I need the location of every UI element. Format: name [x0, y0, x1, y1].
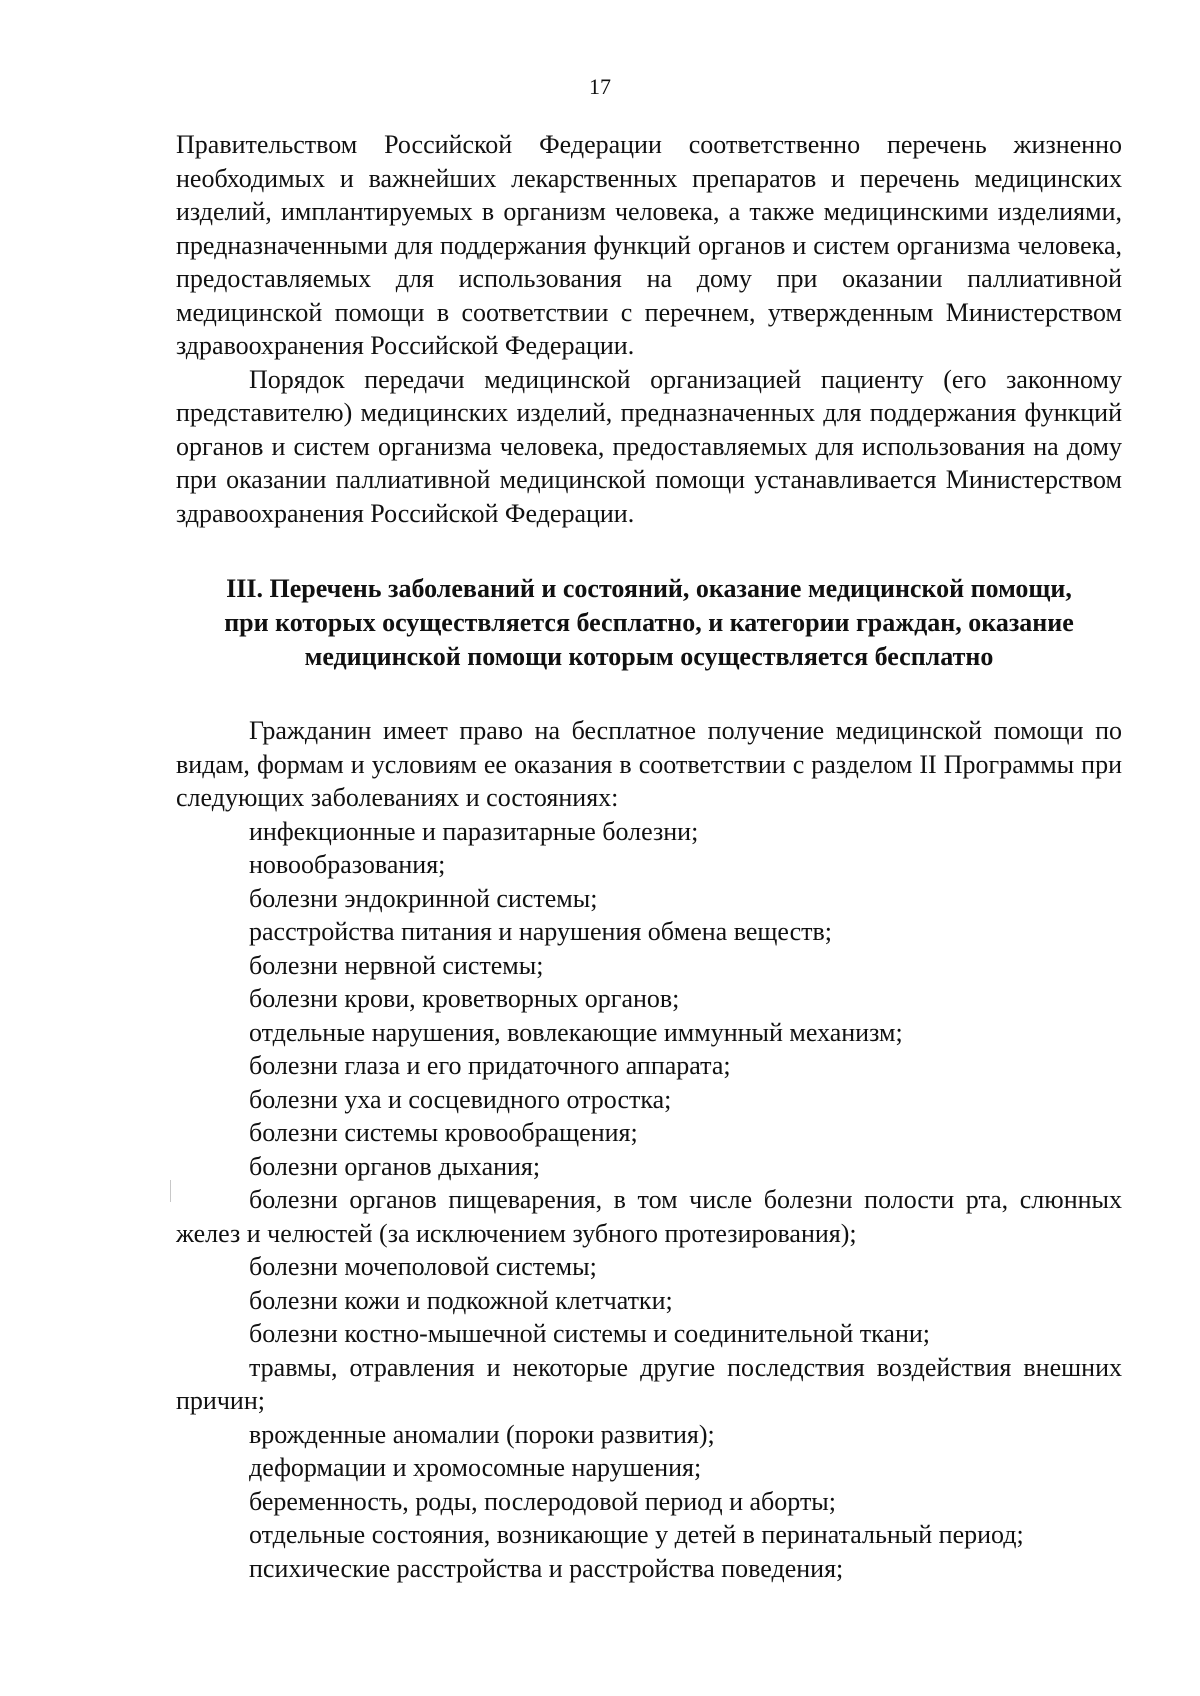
list-item: психические расстройства и расстройства поведения; — [249, 1553, 844, 1583]
list-item: болезни системы кровообращения; — [249, 1118, 638, 1147]
list-item: беременность, роды, послеродовой период и аборты; — [249, 1486, 836, 1516]
list-item: болезни кожи и подкожной клетчатки; — [249, 1285, 673, 1315]
list-item: болезни мочеполовой системы; — [249, 1252, 597, 1281]
list-item: болезни крови, кроветворных органов; — [249, 984, 680, 1013]
list-item: отдельные состояния, возникающие у детей в перинатальный период; — [249, 1520, 1024, 1549]
list-item: болезни органов дыхания; — [249, 1151, 541, 1181]
list-item: врожденные аномалии (пороки развития); — [249, 1419, 715, 1449]
conditions-list — [176, 815, 1122, 1586]
list-item: болезни глаза и его придаточного аппарата; — [249, 1051, 731, 1080]
page-number: 17 — [589, 74, 611, 99]
section-heading — [176, 572, 1122, 674]
list-item: болезни эндокринной системы; — [249, 883, 598, 913]
list-item: инфекционные и паразитарные болезни; — [249, 816, 699, 846]
list-item: травмы, отравления и некоторые другие последствия воздействия внешних причин; — [176, 1352, 1122, 1415]
list-item: болезни уха и сосцевидного отростка; — [249, 1084, 672, 1114]
intro-paragraph: Гражданин имеет право на бесплатное получение медицинской помощи по видам, формам и условиям ее оказания в соответствии с разделом II Программы при следующих заболеваниях и состояниях: — [176, 716, 1122, 812]
list-item: болезни органов пищеварения, в том числе болезни полости рта, слюнных желез и челюстей (за исключением зубного протезирования); — [176, 1185, 1122, 1248]
section-heading-line: III. Перечень заболеваний и состояний, оказание медицинской помощи, — [226, 574, 1072, 603]
list-item: болезни нервной системы; — [249, 950, 544, 980]
paragraph-transfer-procedure: Порядок передачи медицинской организацией пациенту (его законному представителю) медицинских изделий, предназначенных для поддержания функций органов и систем организма человека, предоставляемых для использования на дому при оказании паллиативной медицинской помощи устанавливается Министерством здравоохранения Российской Федерации. — [176, 364, 1122, 528]
section-heading-line: при которых осуществляется бесплатно, и категории граждан, оказание — [224, 608, 1074, 637]
list-item: деформации и хромосомные нарушения; — [249, 1453, 702, 1482]
list-item: новообразования; — [249, 850, 446, 879]
list-item: отдельные нарушения, вовлекающие иммунный механизм; — [249, 1017, 903, 1047]
list-item: расстройства питания и нарушения обмена веществ; — [249, 917, 832, 946]
document-body — [176, 128, 1122, 1585]
scan-artifact-line — [170, 1180, 171, 1202]
section-heading-line: медицинской помощи которым осуществляется бесплатно — [304, 642, 994, 671]
paragraph-continuation: Правительством Российской Федерации соответственно перечень жизненно необходимых и важнейших лекарственных препаратов и перечень медицинских изделий, имплантируемых в организм человека, а также медицинскими изделиями, предназначенными для поддержания функций органов и систем организма человека, предоставляемых для использования на дому при оказании паллиативной медицинской помощи в соответствии с перечнем, утвержденным Министерством здравоохранения Российской Федерации. — [176, 130, 1122, 360]
list-item: болезни костно-мышечной системы и соединительной ткани; — [249, 1319, 931, 1348]
